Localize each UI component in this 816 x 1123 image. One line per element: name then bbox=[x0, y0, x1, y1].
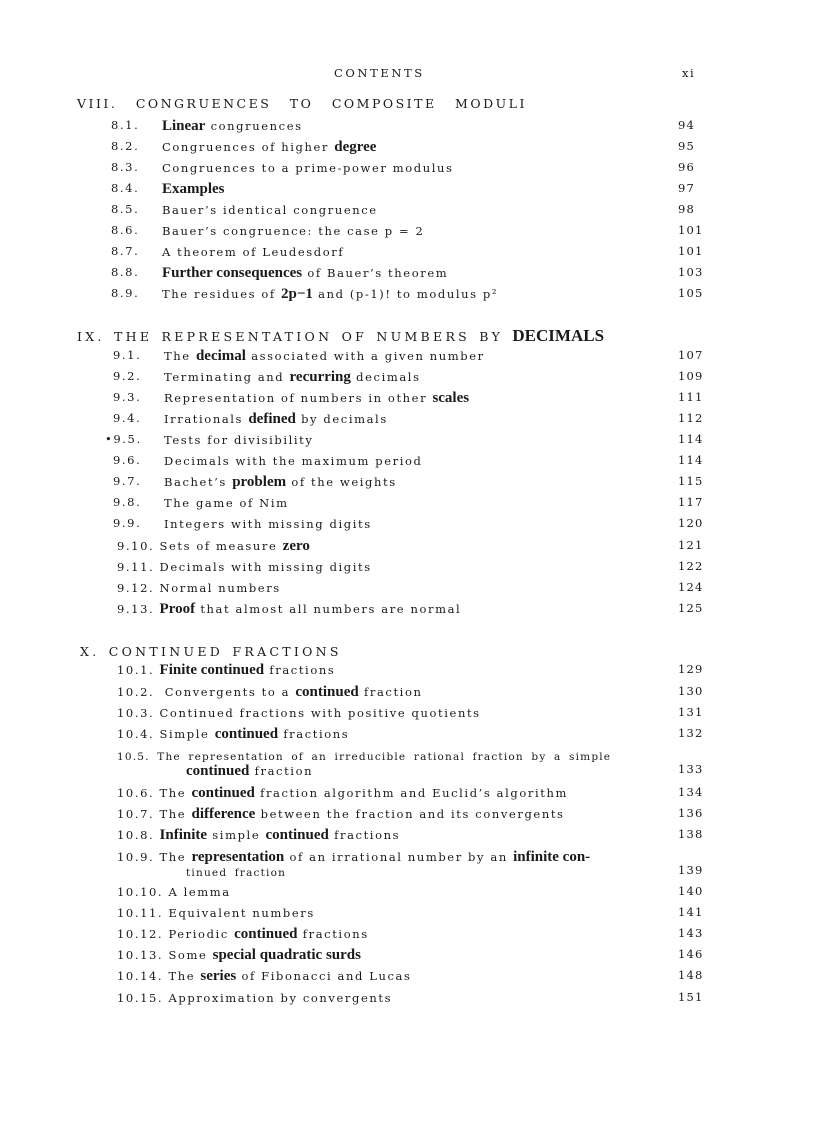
page-ref: 122 bbox=[678, 559, 704, 573]
toc-entry bbox=[0, 223, 816, 243]
section-number: 10.3. bbox=[117, 706, 155, 720]
section-number: 8.9. bbox=[111, 286, 140, 300]
chapter-heading bbox=[80, 644, 816, 659]
section-number: 10.10. bbox=[117, 885, 164, 899]
page-ref: 140 bbox=[678, 884, 704, 898]
page-ref: 151 bbox=[678, 990, 704, 1004]
section-title: 9.10. Sets of measure zero bbox=[117, 538, 310, 554]
section-number: 10.2. bbox=[117, 685, 155, 699]
section-number: 10.6. bbox=[117, 786, 155, 800]
toc-entry bbox=[0, 265, 816, 285]
page-ref: 131 bbox=[678, 705, 704, 719]
section-number: 10.7. bbox=[117, 807, 155, 821]
section-number: 10.1. bbox=[117, 663, 155, 677]
page-ref: 148 bbox=[678, 968, 704, 982]
page-ref: 117 bbox=[678, 495, 704, 509]
toc-entry bbox=[0, 495, 816, 515]
page-ref: 130 bbox=[678, 684, 704, 698]
section-title: 9.11. Decimals with missing digits bbox=[117, 560, 372, 574]
toc-entry bbox=[0, 538, 816, 558]
page-ref: 133 bbox=[678, 762, 704, 776]
section-title: Congruences of higher degree bbox=[162, 139, 377, 155]
toc-entry bbox=[0, 662, 816, 682]
page-ref: 96 bbox=[678, 160, 696, 174]
section-number: 10.4. bbox=[117, 727, 155, 741]
section-title: A theorem of Leudesdorf bbox=[162, 245, 345, 259]
chapter-title: THE REPRESENTATION OF NUMBERS BY bbox=[114, 329, 504, 344]
page-ref: 98 bbox=[678, 202, 696, 216]
section-number: 10.9. bbox=[117, 850, 155, 864]
section-number: 9.8. bbox=[113, 495, 142, 509]
toc-entry bbox=[0, 181, 816, 201]
section-number: 8.1. bbox=[111, 118, 140, 132]
toc-entry bbox=[0, 601, 816, 621]
section-title: Linear congruences bbox=[162, 118, 303, 134]
chapter-title: CONTINUED FRACTIONS bbox=[108, 644, 342, 659]
page-ref: 125 bbox=[678, 601, 704, 615]
toc-entry bbox=[0, 390, 816, 410]
page-ref: 124 bbox=[678, 580, 704, 594]
page-ref: 103 bbox=[678, 265, 704, 279]
toc-entry bbox=[0, 905, 816, 925]
toc-entry bbox=[0, 684, 816, 704]
section-number: 8.4. bbox=[111, 181, 140, 195]
page-ref: 143 bbox=[678, 926, 704, 940]
toc-entry bbox=[0, 202, 816, 222]
section-title-continuation: continued fraction bbox=[186, 763, 314, 779]
toc-entry bbox=[0, 369, 816, 389]
section-title: 10.12. Periodic continued fractions bbox=[117, 926, 369, 942]
section-number: 10.5. bbox=[117, 751, 150, 763]
page-ref: 136 bbox=[678, 806, 704, 820]
section-title: 10.2. Convergents to a continued fraction bbox=[117, 684, 423, 700]
section-number: 10.8. bbox=[117, 828, 155, 842]
section-number: 9.7. bbox=[113, 474, 142, 488]
toc-entry bbox=[0, 453, 816, 473]
toc-entry bbox=[0, 286, 816, 306]
page-ref: 138 bbox=[678, 827, 704, 841]
section-number: 8.2. bbox=[111, 139, 140, 153]
section-title: Terminating and recurring decimals bbox=[164, 369, 421, 385]
section-title: The game of Nim bbox=[164, 496, 289, 510]
toc-entry bbox=[0, 968, 816, 988]
page-ref: 114 bbox=[678, 432, 704, 446]
section-title: Examples bbox=[162, 181, 225, 197]
section-title: 10.1. Finite continued fractions bbox=[117, 662, 336, 678]
page-ref: 129 bbox=[678, 662, 704, 676]
toc-entry bbox=[0, 139, 816, 159]
section-number: 9.10. bbox=[117, 539, 155, 553]
section-title: 10.15. Approximation by convergents bbox=[117, 991, 393, 1005]
section-title: The decimal associated with a given number bbox=[164, 348, 485, 364]
section-title: Bauer’s identical congruence bbox=[162, 203, 378, 217]
toc-entry bbox=[0, 411, 816, 431]
section-number: 8.3. bbox=[111, 160, 140, 174]
section-title: 10.5. The representation of an irreducible rational fraction by a simple bbox=[117, 751, 612, 763]
chapter-label: VIII. bbox=[77, 96, 118, 111]
section-title: Tests for divisibility bbox=[164, 433, 314, 447]
page-ref: 107 bbox=[678, 348, 704, 362]
page-ref: 139 bbox=[678, 863, 704, 877]
section-number: 10.12. bbox=[117, 927, 164, 941]
toc-entry bbox=[0, 849, 816, 883]
section-title: 10.13. Some special quadratic surds bbox=[117, 947, 361, 963]
section-number: 9.13. bbox=[117, 602, 155, 616]
toc-entry bbox=[0, 926, 816, 946]
section-title: 10.11. Equivalent numbers bbox=[117, 906, 315, 920]
page-ref: 111 bbox=[678, 390, 704, 404]
section-number: 9.1. bbox=[113, 348, 142, 362]
section-number: 9.11. bbox=[117, 560, 155, 574]
toc-entry bbox=[0, 432, 816, 452]
section-title-continuation: tinued fraction bbox=[186, 867, 287, 879]
page-ref: 109 bbox=[678, 369, 704, 383]
page-ref: 120 bbox=[678, 516, 704, 530]
section-title: The residues of 2p−1 and (p-1)! to modulus p² bbox=[162, 286, 499, 302]
page-ref: 115 bbox=[678, 474, 704, 488]
chapter-title-bold: DECIMALS bbox=[512, 326, 605, 345]
section-number: 9.4. bbox=[113, 411, 142, 425]
toc-entry bbox=[0, 118, 816, 138]
chapter-label: X. bbox=[80, 644, 100, 659]
section-title: 10.10. A lemma bbox=[117, 885, 231, 899]
section-number: 10.14. bbox=[117, 969, 164, 983]
toc-entry bbox=[0, 947, 816, 967]
page-header bbox=[0, 66, 816, 82]
toc-entry bbox=[0, 348, 816, 368]
page-ref: 146 bbox=[678, 947, 704, 961]
section-number: 8.8. bbox=[111, 265, 140, 279]
section-number: •9.5. bbox=[105, 432, 142, 446]
toc-entry bbox=[0, 244, 816, 264]
toc-entry bbox=[0, 806, 816, 826]
toc-entry bbox=[0, 827, 816, 847]
section-title: Representation of numbers in other scales bbox=[164, 390, 470, 406]
chapter-title: CONGRUENCES TO COMPOSITE MODULI bbox=[135, 96, 527, 111]
toc-entry bbox=[0, 748, 816, 782]
section-number: 8.7. bbox=[111, 244, 140, 258]
page-ref: 112 bbox=[678, 411, 704, 425]
section-title: 10.9. The representation of an irrational number by an infinite con- bbox=[117, 849, 591, 865]
chapter-label: IX. bbox=[77, 329, 105, 344]
page-ref: 105 bbox=[678, 286, 704, 300]
chapter-heading bbox=[77, 326, 816, 346]
section-title: Bauer’s congruence: the case p = 2 bbox=[162, 224, 425, 238]
section-number: 9.2. bbox=[113, 369, 142, 383]
section-number: 10.11. bbox=[117, 906, 164, 920]
section-title: 10.6. The continued fraction algorithm and Euclid’s algorithm bbox=[117, 785, 568, 801]
page-ref: 141 bbox=[678, 905, 704, 919]
section-title: Integers with missing digits bbox=[164, 517, 372, 531]
page-ref: 101 bbox=[678, 244, 704, 258]
section-number: 9.3. bbox=[113, 390, 142, 404]
page-ref: 101 bbox=[678, 223, 704, 237]
toc-entry bbox=[0, 559, 816, 579]
section-number: 10.13. bbox=[117, 948, 164, 962]
toc-entry bbox=[0, 785, 816, 805]
section-title: 10.14. The series of Fibonacci and Lucas bbox=[117, 968, 412, 984]
page-ref: 114 bbox=[678, 453, 704, 467]
toc-entry bbox=[0, 726, 816, 746]
section-title: Decimals with the maximum period bbox=[164, 454, 423, 468]
section-title: Congruences to a prime-power modulus bbox=[162, 161, 454, 175]
chapter-heading bbox=[77, 96, 816, 111]
section-number: 8.5. bbox=[111, 202, 140, 216]
page-title: CONTENTS bbox=[334, 66, 425, 80]
section-number: 9.6. bbox=[113, 453, 142, 467]
section-title: 10.3. Continued fractions with positive quotients bbox=[117, 706, 481, 720]
section-title: 10.4. Simple continued fractions bbox=[117, 726, 350, 742]
section-title: Further consequences of Bauer’s theorem bbox=[162, 265, 449, 281]
toc-entry bbox=[0, 990, 816, 1010]
page-number: xi bbox=[682, 66, 696, 80]
toc-entry bbox=[0, 160, 816, 180]
page-ref: 97 bbox=[678, 181, 696, 195]
section-number: 10.15. bbox=[117, 991, 164, 1005]
page-ref: 94 bbox=[678, 118, 696, 132]
toc-entry bbox=[0, 705, 816, 725]
section-number: 9.9. bbox=[113, 516, 142, 530]
section-title: 9.12. Normal numbers bbox=[117, 581, 281, 595]
toc-entry bbox=[0, 884, 816, 904]
page-ref: 134 bbox=[678, 785, 704, 799]
section-title: Irrationals defined by decimals bbox=[164, 411, 388, 427]
toc-entry bbox=[0, 580, 816, 600]
toc-entry bbox=[0, 516, 816, 536]
section-title: 10.8. Infinite simple continued fractions bbox=[117, 827, 401, 843]
section-number: 9.12. bbox=[117, 581, 155, 595]
section-number: 8.6. bbox=[111, 223, 140, 237]
page-ref: 95 bbox=[678, 139, 696, 153]
section-title: 10.7. The difference between the fraction and its convergents bbox=[117, 806, 565, 822]
page-ref: 121 bbox=[678, 538, 704, 552]
page-ref: 132 bbox=[678, 726, 704, 740]
section-title: 9.13. Proof that almost all numbers are normal bbox=[117, 601, 462, 617]
toc-entry bbox=[0, 474, 816, 494]
section-title: Bachet’s problem of the weights bbox=[164, 474, 397, 490]
